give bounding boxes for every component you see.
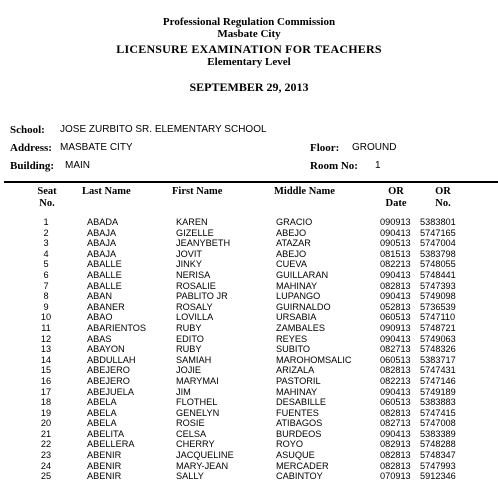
or-date: 082713 [380,344,411,355]
or-number: 5747146 [420,375,456,386]
or-date: 082813 [380,365,411,376]
table-row [0,365,498,376]
first-name: SAMIAH [176,354,212,365]
middle-name: SUBITO [276,344,311,355]
table-row [0,471,498,482]
table-top-rule [4,181,498,183]
table-row [0,397,498,408]
seat-number: 7 [43,280,49,291]
or-number: 5748326 [420,344,456,355]
or-number: 5749189 [420,386,456,397]
table-row [0,418,498,429]
or-number: 5383798 [420,248,456,259]
address-value: MASBATE CITY [60,142,133,153]
or-date: 070913 [380,471,411,482]
or-date: 082813 [380,460,411,471]
or-date: 090413 [380,291,411,302]
table-row [0,291,498,302]
middle-name: REYES [276,333,308,344]
col-orno-line1: OR [435,186,451,197]
middle-name: GRACIO [276,217,313,227]
last-name: ABALLE [87,269,122,280]
or-number: 5747993 [420,460,456,471]
floor-label: Floor: [310,142,340,154]
or-number: 5748721 [420,322,456,333]
last-name: ABAN [87,291,113,302]
first-name: JOJIE [176,365,202,376]
last-name: ABENIR [87,471,122,482]
table-row [0,439,498,450]
seat-number: 3 [43,238,49,249]
middle-name: GUIRNALDO [276,301,331,312]
table-row [0,302,498,313]
last-name: ABELA [87,418,117,429]
first-name: SALLY [176,471,204,482]
middle-name: ABEJO [276,248,307,259]
table-row [0,450,498,461]
or-number: 5383717 [420,354,456,365]
table-row [0,312,498,323]
first-name: JIM [176,386,191,397]
or-date: 060513 [380,312,411,323]
first-name: FLOTHEL [176,397,218,408]
seat-number: 6 [43,269,49,280]
seat-number: 21 [40,428,52,439]
table-row [0,408,498,419]
or-date: 082813 [380,407,411,418]
table-row [0,355,498,366]
or-date: 081513 [380,248,411,259]
or-date: 090913 [380,322,411,333]
or-date: 060513 [380,354,411,365]
last-name: ABALLE [87,259,122,270]
last-name: ABAJA [87,248,117,259]
last-name: ABEJUELA [87,386,134,397]
or-number: 5912346 [420,471,456,482]
last-name: ABAJA [87,238,117,249]
seat-number: 13 [40,344,52,355]
last-name: ABARIENTOS [87,322,147,333]
first-name: JINKY [176,259,203,270]
first-name: RUBY [176,322,202,333]
building-value: MAIN [65,160,90,171]
agency-name: Professional Regulation Commission [162,16,336,28]
col-orno-line2: No. [435,198,451,209]
or-date: 082713 [380,418,411,429]
or-date: 052813 [380,301,411,312]
seat-number: 8 [43,291,49,302]
seat-number: 1 [43,217,49,227]
first-name: JOVIT [176,248,203,259]
or-date: 090413 [380,269,411,280]
middle-name: URSABIA [276,312,317,323]
or-number: 5383801 [420,217,456,227]
seat-number: 24 [40,460,52,471]
room-label: Room No: [310,160,358,172]
or-number: 5747165 [420,227,456,238]
middle-name: MERCADER [276,460,329,471]
first-name: ROSALIE [176,280,216,291]
table-row [0,387,498,398]
middle-name: ATAZAR [276,238,311,249]
last-name: ABELITA [87,428,125,439]
middle-name: MAROHOMSALIC [276,354,352,365]
col-first-header: First Name [172,186,223,197]
last-name: ABALLE [87,280,122,291]
last-name: ABEJERO [87,365,130,376]
or-date: 090413 [380,428,411,439]
or-number: 5749098 [420,291,456,302]
seat-number: 18 [40,397,52,408]
or-number: 5747110 [420,312,456,323]
building-label: Building: [10,160,55,172]
first-name: CELSA [176,428,207,439]
middle-name: MAHINAY [276,386,318,397]
middle-name: ATIBAGOS [276,418,323,429]
last-name: ABAS [87,333,112,344]
floor-value: GROUND [352,142,397,153]
first-name: GENELYN [176,407,220,418]
table-row [0,323,498,334]
seat-number: 20 [40,418,52,429]
col-middle-header: Middle Name [274,186,335,197]
table-row [0,228,498,239]
table-row [0,334,498,345]
first-name: EDITO [176,333,204,344]
exam-level: Elementary Level [207,56,291,68]
last-name: ABAYON [87,344,125,355]
seat-number: 4 [43,248,49,259]
table-row [0,217,498,228]
table-row [0,376,498,387]
table-row [0,238,498,249]
table-row [0,344,498,355]
table-row [0,270,498,281]
seat-number: 25 [40,471,52,482]
seat-number: 9 [43,301,49,312]
or-number: 5748441 [420,269,456,280]
col-seat-line1: Seat [37,186,57,197]
last-name: ABDULLAH [87,354,136,365]
middle-name: ARIZALA [276,365,315,376]
first-name: LOVILLA [176,312,214,323]
or-date: 090413 [380,386,411,397]
middle-name: CABINTOY [276,471,323,482]
col-ordate-line2: Date [385,198,407,209]
or-date: 090513 [380,238,411,249]
table-row [0,461,498,472]
or-number: 5383389 [420,428,456,439]
seat-number: 19 [40,407,52,418]
or-number: 5383883 [420,397,456,408]
room-value: 1 [375,160,381,171]
or-date: 090413 [380,333,411,344]
exam-title: LICENSURE EXAMINATION FOR TEACHERS [116,42,382,56]
first-name: MARYMAI [176,375,219,386]
middle-name: PASTORIL [276,375,321,386]
or-number: 5748347 [420,450,456,461]
or-date: 090913 [380,217,411,227]
last-name: ABENIR [87,450,122,461]
col-ordate-header [381,186,411,210]
or-number: 5747008 [420,418,456,429]
seat-number: 17 [40,386,52,397]
last-name: ABENIR [87,460,122,471]
middle-name: LUPANGO [276,291,321,302]
table-row [0,249,498,260]
seat-number: 15 [40,365,52,376]
or-number: 5747004 [420,238,456,249]
or-number: 5747431 [420,365,456,376]
or-number: 5749063 [420,333,456,344]
last-name: ABAO [87,312,113,323]
seat-number: 11 [41,322,51,333]
or-date: 090413 [380,227,411,238]
seat-number: 14 [40,354,52,365]
last-name: ABAJA [87,227,117,238]
seat-number: 22 [40,439,52,450]
col-seat-line2: No. [39,198,55,209]
or-number: 5736539 [420,301,456,312]
address-label: Address: [10,142,52,154]
seat-number: 12 [40,333,52,344]
last-name: ABADA [87,217,119,227]
middle-name: ROYO [276,439,304,450]
or-date: 060513 [380,397,411,408]
table-row [0,281,498,292]
middle-name: CUEVA [276,259,307,270]
middle-name: BURDEOS [276,428,322,439]
seat-number: 23 [40,450,52,461]
last-name: ABELA [87,397,117,408]
last-name: ABELA [87,407,117,418]
table-row [0,259,498,270]
middle-name: DESABILLE [276,397,327,408]
school-value: JOSE ZURBITO SR. ELEMENTARY SCHOOL [60,124,267,135]
first-name: MARY-JEAN [176,460,229,471]
seat-number: 5 [43,259,49,270]
first-name: KAREN [176,217,208,227]
seat-number: 2 [43,227,49,238]
first-name: ROSALY [176,301,213,312]
middle-name: MAHINAY [276,280,318,291]
seat-number: 10 [40,312,52,323]
middle-name: ASUQUE [276,450,315,461]
first-name: PABLITO JR [176,291,228,302]
first-name: GIZELLE [176,227,214,238]
examinee-table-body [0,217,498,482]
table-row [0,429,498,440]
col-seat-header [32,186,62,210]
or-date: 082913 [380,439,411,450]
middle-name: ZAMBALES [276,322,326,333]
last-name: ABEJERO [87,375,130,386]
first-name: ROSIE [176,418,205,429]
last-name: ABANER [87,301,125,312]
or-number: 5748288 [420,439,456,450]
last-name: ABELLERA [87,439,135,450]
first-name: JEANYBETH [176,238,231,249]
first-name: CHERRY [176,439,215,450]
city-name: Masbate City [217,28,281,40]
or-date: 082213 [380,259,411,270]
exam-date: SEPTEMBER 29, 2013 [189,80,309,94]
school-label: School: [10,124,45,136]
or-number: 5748055 [420,259,456,270]
or-number: 5747415 [420,407,456,418]
or-date: 082213 [380,375,411,386]
first-name: NERISA [176,269,211,280]
col-last-header: Last Name [82,186,131,197]
or-number: 5747393 [420,280,456,291]
middle-name: ABEJO [276,227,307,238]
middle-name: GUILLARAN [276,269,329,280]
middle-name: FUENTES [276,407,319,418]
col-ordate-line1: OR [388,186,404,197]
seat-number: 16 [40,375,52,386]
col-orno-header [428,186,458,210]
or-date: 082813 [380,450,411,461]
first-name: JACQUELINE [176,450,234,461]
first-name: RUBY [176,344,202,355]
or-date: 082813 [380,280,411,291]
